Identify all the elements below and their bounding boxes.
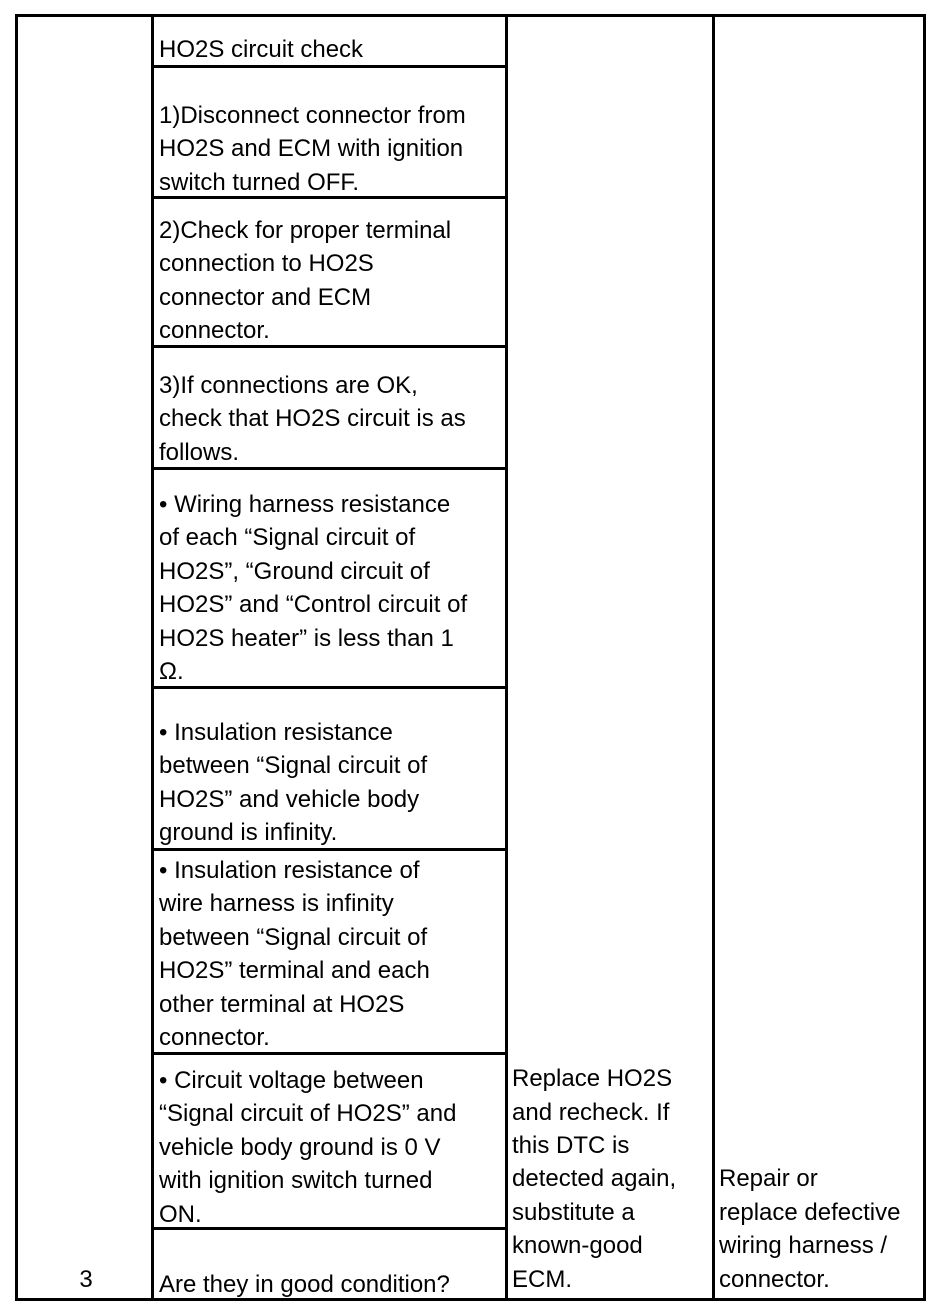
check-wiring-resistance: • Wiring harness resistance of each “Signal circuit of HO2S”, “Ground circuit of HO2S” and “Control circuit of HO2S heater” is less than 1 Ω. xyxy=(159,491,468,686)
check-circuit-voltage: • Circuit voltage between “Signal circuit of HO2S” and vehicle body ground is 0 V with ignition switch turned ON. xyxy=(159,1067,457,1228)
diagnostic-table xyxy=(15,14,926,1301)
action-substep-2: 2)Check for proper terminal connection to HO2S connector and ECM connector. xyxy=(159,217,452,345)
action-substep-3: 3)If connections are OK, check that HO2S circuit is as follows. xyxy=(159,372,466,466)
action-question: Are they in good condition? xyxy=(159,1271,450,1298)
no-result: Repair or replace defective wiring harness / connector. xyxy=(719,1165,901,1293)
yes-result: Replace HO2S and recheck. If this DTC is detected again, substitute a known-good ECM. xyxy=(512,1065,677,1293)
action-title: HO2S circuit check xyxy=(159,36,364,63)
column-divider xyxy=(712,17,715,1298)
column-divider xyxy=(151,17,154,1298)
action-substep-1: 1)Disconnect connector from HO2S and ECM with ignition switch turned OFF. xyxy=(159,102,466,196)
check-insulation-body-ground: • Insulation resistance between “Signal circuit of HO2S” and vehicle body ground is infinity. xyxy=(159,719,428,847)
check-insulation-terminals: • Insulation resistance of wire harness is infinity between “Signal circuit of HO2S” terminal and each other terminal at HO2S connector. xyxy=(159,857,430,1052)
column-divider xyxy=(505,17,508,1298)
step-number: 3 xyxy=(79,1266,93,1293)
